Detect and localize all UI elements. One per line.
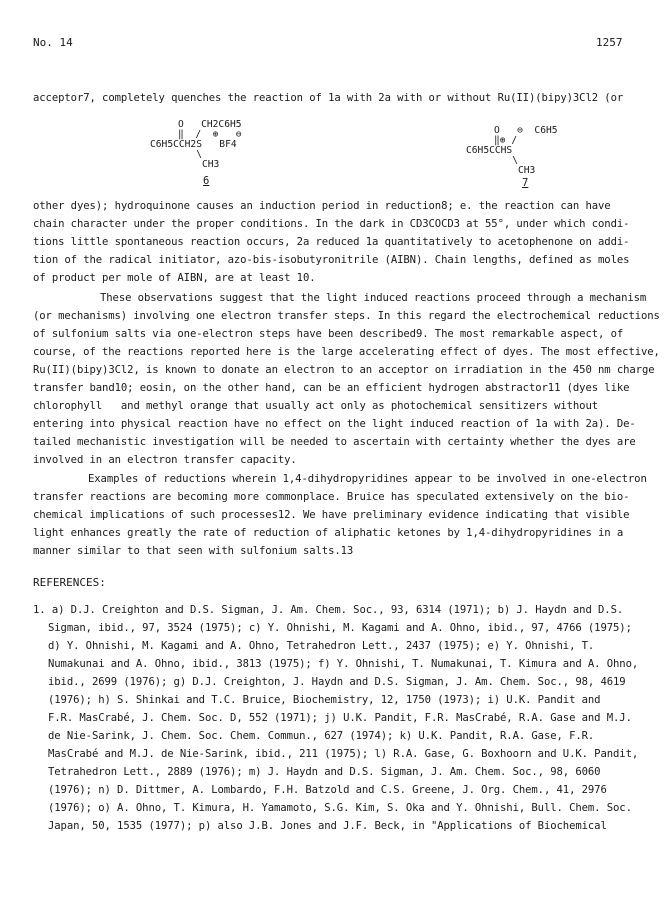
reference-line: d) Y. Ohnishi, M. Kagami and A. Ohno, Tetrahedron Lett., 2437 (1975); e) Y. Ohnishi, T.: [48, 640, 595, 652]
body-line: involved in an electron transfer capacity.: [33, 454, 297, 466]
body-line: tions little spontaneous reaction occurs, 2a reduced 1a quantitatively to acetophenone on addi-: [33, 236, 630, 248]
compound-7-row: C6H5CCHS: [466, 145, 513, 156]
journal-issue: No. 14: [33, 36, 73, 49]
body-line: of product per mole of AIBN, are at least 10.: [33, 272, 316, 284]
compound-7-number: 7: [522, 177, 529, 189]
compound-6-row: C6H5CCH2S BF4: [150, 139, 237, 150]
reference-line: (1976); n) D. Dittmer, A. Lombardo, F.H. Batzold and C.S. Greene, J. Org. Chem., 41, 2976: [48, 784, 607, 796]
body-line: transfer band10; eosin, on the other hand, can be an efficient hydrogen abstractor11 (dyes like: [33, 382, 630, 394]
body-line: manner similar to that seen with sulfonium salts.13: [33, 545, 354, 557]
reference-line: (1976); o) A. Ohno, T. Kimura, H. Yamamoto, S.G. Kim, S. Oka and Y. Ohnishi, Bull. Chem. Soc.: [48, 802, 632, 814]
reference-line: Japan, 50, 1535 (1977); p) also J.B. Jones and J.F. Beck, in "Applications of Biochemical: [48, 820, 607, 832]
body-line: course, of the reactions reported here is the large accelerating effect of dyes. The most effective,: [33, 346, 660, 358]
body-line: tailed mechanistic investigation will be needed to ascertain with certainty whether the dyes are: [33, 436, 636, 448]
page-number: 1257: [596, 36, 623, 49]
body-line: chlorophyll and methyl orange that usually act only as photochemical sensitizers without: [33, 400, 599, 412]
body-line: of sulfonium salts via one-electron steps have been described9. The most remarkable aspect, of: [33, 328, 624, 340]
compound-7-row: CH3: [466, 165, 536, 176]
reference-line: F.R. MasCrabé, J. Chem. Soc. D, 552 (1971); j) U.K. Pandit, F.R. MasCrabé, R.A. Gase and M.J.: [48, 712, 632, 724]
body-line: entering into physical reaction have no effect on the light induced reaction of 1a with 2a). De-: [33, 418, 636, 430]
compound-6-row: ‖ / ⊕ ⊖: [178, 129, 242, 140]
body-line: tion of the radical initiator, azo-bis-isobutyronitrile (AIBN). Chain lengths, defined as moles: [33, 254, 630, 266]
body-line: other dyes); hydroquinone causes an induction period in reduction8; e. the reaction can have: [33, 200, 611, 212]
body-line: Ru(II)(bipy)3Cl2, is known to donate an electron to an acceptor on irradiation in the 450 nm charge: [33, 364, 655, 376]
compound-6-row: O CH2C6H5: [178, 119, 242, 130]
reference-line: 1. a) D.J. Creighton and D.S. Sigman, J. Am. Chem. Soc., 93, 6314 (1971); b) J. Haydn and D.S.: [33, 604, 624, 616]
references-heading: REFERENCES:: [33, 576, 106, 589]
body-line: chain character under the proper conditions. In the dark in CD3COCD3 at 55°, under which condi-: [33, 218, 630, 230]
body-line: Examples of reductions wherein 1,4-dihydropyridines appear to be involved in one-electron: [88, 473, 647, 485]
body-line: acceptor7, completely quenches the reaction of 1a with 2a with or without Ru(II)(bipy)3Cl2 (or: [33, 92, 624, 104]
compound-7-row: \: [466, 155, 518, 166]
compound-6-row: CH3: [150, 159, 220, 170]
reference-line: MasCrabé and M.J. de Nie-Sarink, ibid., 211 (1975); l) R.A. Gase, G. Boxhoorn and U.K. Pandit,: [48, 748, 639, 760]
reference-line: ibid., 2699 (1976); g) D.J. Creighton, J. Haydn and D.S. Sigman, J. Am. Chem. Soc., 98, 4619: [48, 676, 626, 688]
body-line: These observations suggest that the light induced reactions proceed through a mechanism: [100, 292, 647, 304]
reference-line: Tetrahedron Lett., 2889 (1976); m) J. Haydn and D.S. Sigman, J. Am. Chem. Soc., 98, 6060: [48, 766, 601, 778]
compound-7-row: O ⊖ C6H5: [494, 125, 558, 136]
reference-line: Numakunai and A. Ohno, ibid., 3813 (1975); f) Y. Ohnishi, T. Numakunai, T. Kimura and A. Ohno,: [48, 658, 639, 670]
reference-line: (1976); h) S. Shinkai and T.C. Bruice, Biochemistry, 12, 1750 (1973); i) U.K. Pandit and: [48, 694, 601, 706]
body-line: chemical implications of such processes12. We have preliminary evidence indicating that visible: [33, 509, 630, 521]
compound-7-row: ‖⊕ /: [494, 135, 518, 146]
compound-6-row: \: [150, 149, 202, 160]
compound-6-number: 6: [203, 175, 210, 187]
body-line: transfer reactions are becoming more commonplace. Bruice has speculated extensively on the bio-: [33, 491, 630, 503]
reference-line: Sigman, ibid., 97, 3524 (1975); c) Y. Ohnishi, M. Kagami and A. Ohno, ibid., 97, 4766 (1975);: [48, 622, 632, 634]
body-line: (or mechanisms) involving one electron transfer steps. In this regard the electrochemical reductions: [33, 310, 660, 322]
reference-line: de Nie-Sarink, J. Chem. Soc. Chem. Commun., 627 (1974); k) U.K. Pandit, R.A. Gase, F.R.: [48, 730, 595, 742]
body-line: light enhances greatly the rate of reduction of aliphatic ketones by 1,4-dihydropyridines in a: [33, 527, 624, 539]
